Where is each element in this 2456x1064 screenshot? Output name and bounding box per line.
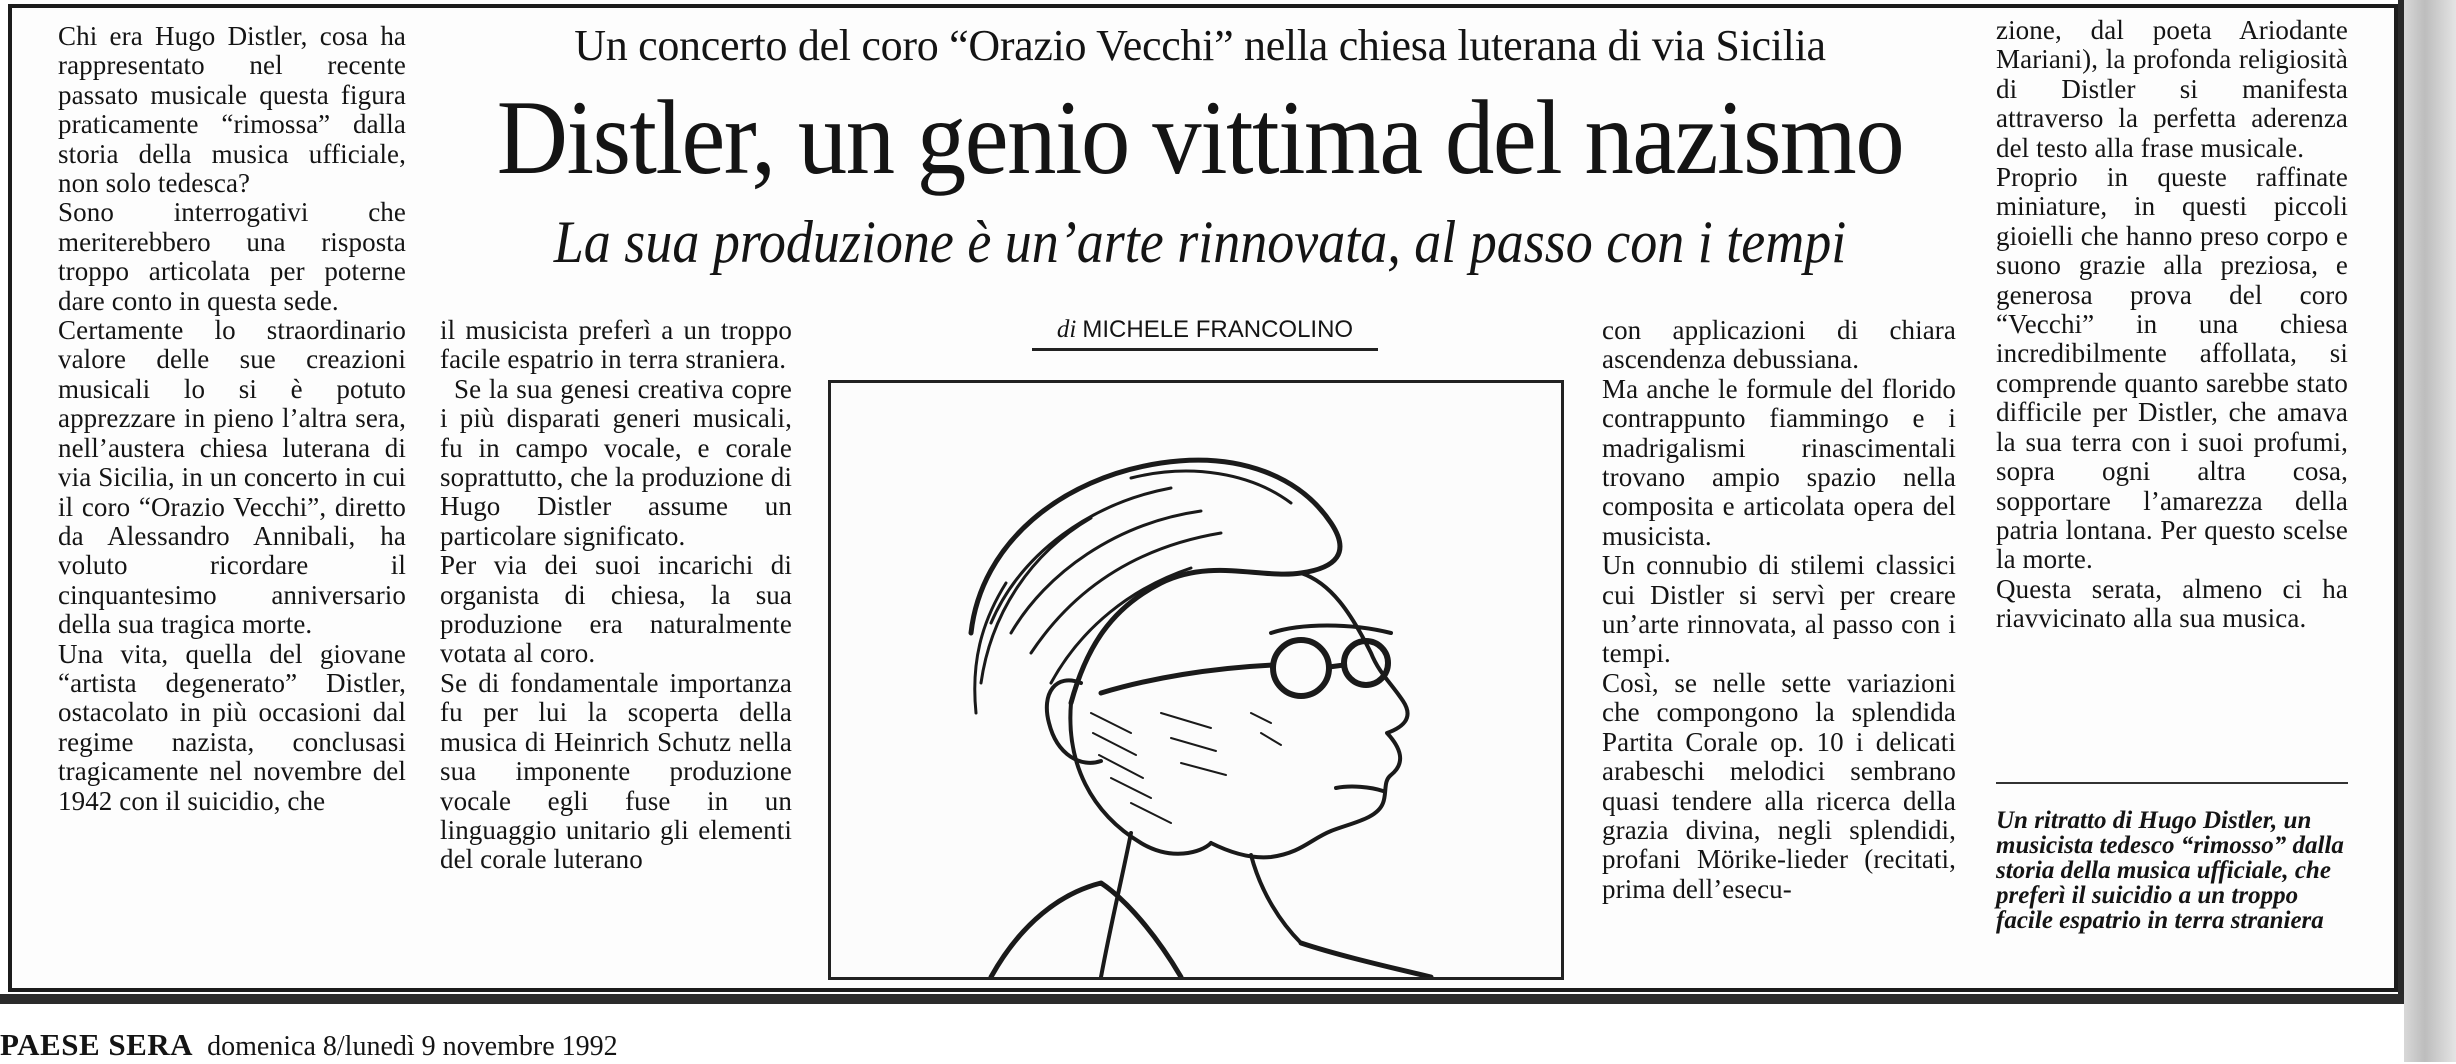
paragraph: con applicazioni di chiara ascendenza debussiana. <box>1602 315 1956 375</box>
page-bottom-rule <box>0 994 2404 1004</box>
sketch-shading <box>1091 713 1281 823</box>
paragraph: il musicista preferì a un troppo facile espatrio in terra straniera. <box>440 315 792 375</box>
byline-prefix: di <box>1056 316 1077 343</box>
portrait-sketch <box>831 383 1561 977</box>
article-column-3 <box>1602 316 1956 904</box>
caption-divider <box>1996 782 2348 784</box>
portrait-illustration <box>828 380 1564 980</box>
byline-author: MICHELE FRANCOLINO <box>1082 316 1354 343</box>
caption-text: Un ritratto di Hugo Distler, un musicista tedesco “rimosso” dalla storia della musica ufficiale, che preferì il suicidio a un troppo facile espatrio in terra straniera <box>1996 807 2344 934</box>
paragraph: Sono interrogativi che meriterebbero una risposta troppo articolata per poterne dare conto in questa sede. <box>58 197 406 316</box>
byline <box>1032 316 1378 351</box>
paragraph: Un connubio di stilemi classici cui Distler si servì per creare un’arte rinnovata, al passo con i tempi. <box>1602 550 1956 669</box>
article-column-1 <box>58 22 406 816</box>
article-column-2 <box>440 316 792 875</box>
sketch-hair-strands <box>975 471 1291 713</box>
paragraph: Se di fondamentale importanza fu per lui la scoperta della musica di Heinrich Schutz nella sua imponente produzione vocale egli fuse in un linguaggio unitario gli elementi del corale luterano <box>440 667 792 875</box>
paragraph: Se la sua genesi creativa copre i più disparati generi musicali, fu in campo vocale, e corale soprattutto, che la produzione di Hugo Distler assume un particolare significato. <box>440 373 792 551</box>
sketch-jaw <box>1070 703 1211 854</box>
scan-page-edge <box>2404 0 2456 1062</box>
sketch-face-profile <box>1211 573 1408 857</box>
paragraph: Così, se nelle sette variazioni che compongono la splendida Partita Corale op. 10 i delicati arabeschi melodici sembrano quasi tendere alla ricerca della grazia divina, negli splendidi, profani Mörike-lieder (recitati, prima dell’esecu- <box>1602 667 1956 904</box>
paragraph: Proprio in queste raffinate miniature, in questi piccoli gioielli che hanno preso corpo e suono grazie alla preziosa, e generosa prova del coro “Vecchi” in una chiesa incredibilmente affollata, si comprende quanto sarebbe stato difficile per Distler, che amava la sua terra con i suoi profumi, sopra ogni altra cosa, sopportare l’amarezza della patria lontana. Per questo scelse la morte. <box>1996 162 2348 575</box>
paragraph: Chi era Hugo Distler, cosa ha rappresentato nel recente passato musicale questa figura praticamente “rimossa” dalla storia della musica ufficiale, non solo tedesca? <box>58 21 406 199</box>
sketch-mouth <box>1336 787 1383 791</box>
sketch-glasses-arm <box>1101 665 1344 693</box>
article-kicker: Un concerto del coro “Orazio Vecchi” nella chiesa luterana di via Sicilia <box>574 21 1826 70</box>
paragraph: Per via dei suoi incarichi di organista di chiesa, la sua produzione era naturalmente votata al coro. <box>440 550 792 669</box>
scan-edge-line <box>2398 0 2404 1000</box>
paragraph: zione, dal poeta Ariodante Mariani), la profonda religiosità di Distler si manifesta attraverso la perfetta aderenza del testo alla frase musicale. <box>1996 15 2348 163</box>
page-footer <box>0 1028 618 1062</box>
photo-caption <box>1996 808 2358 933</box>
paragraph: Ma anche le formule del florido contrappunto fiammingo e i madrigalismi rinascimentali trovano ampio spazio nella composita e articolata opera del musicista. <box>1602 373 1956 551</box>
article-headline: Distler, un genio vittima del nazismo <box>496 79 1904 196</box>
issue-date: domenica 8/lunedì 9 novembre 1992 <box>207 1031 618 1062</box>
sketch-glasses-lens <box>1344 641 1388 685</box>
article-subheadline: La sua produzione è un’arte rinnovata, al passo con i tempi <box>553 209 1847 275</box>
article-column-4 <box>1996 16 2348 634</box>
paragraph: Una vita, quella del giovane “artista degenerato” Distler, ostacolato in più occasioni dal regime nazista, conclusasi tragicamente nel novembre del 1942 con il suicidio, che <box>58 638 406 816</box>
paragraph: Questa serata, almeno ci ha riavvicinato alla sua musica. <box>1996 573 2348 634</box>
sketch-glasses-lens <box>1273 640 1329 696</box>
sketch-neck <box>1101 833 1301 977</box>
paragraph: Certamente lo straordinario valore delle sue creazioni musicali lo si è potuto apprezzare in pieno l’altra sera, nell’austera chiesa luterana di via Sicilia, in un concerto in cui il coro “Orazio Vecchi”, diretto da Alessandro Annibali, ha voluto ricordare il cinquantesimo anniversario della sua tragica morte. <box>58 315 406 640</box>
sketch-collar <box>991 883 1431 977</box>
newspaper-name: PAESE SERA <box>0 1027 194 1062</box>
sketch-brow <box>1271 626 1391 634</box>
